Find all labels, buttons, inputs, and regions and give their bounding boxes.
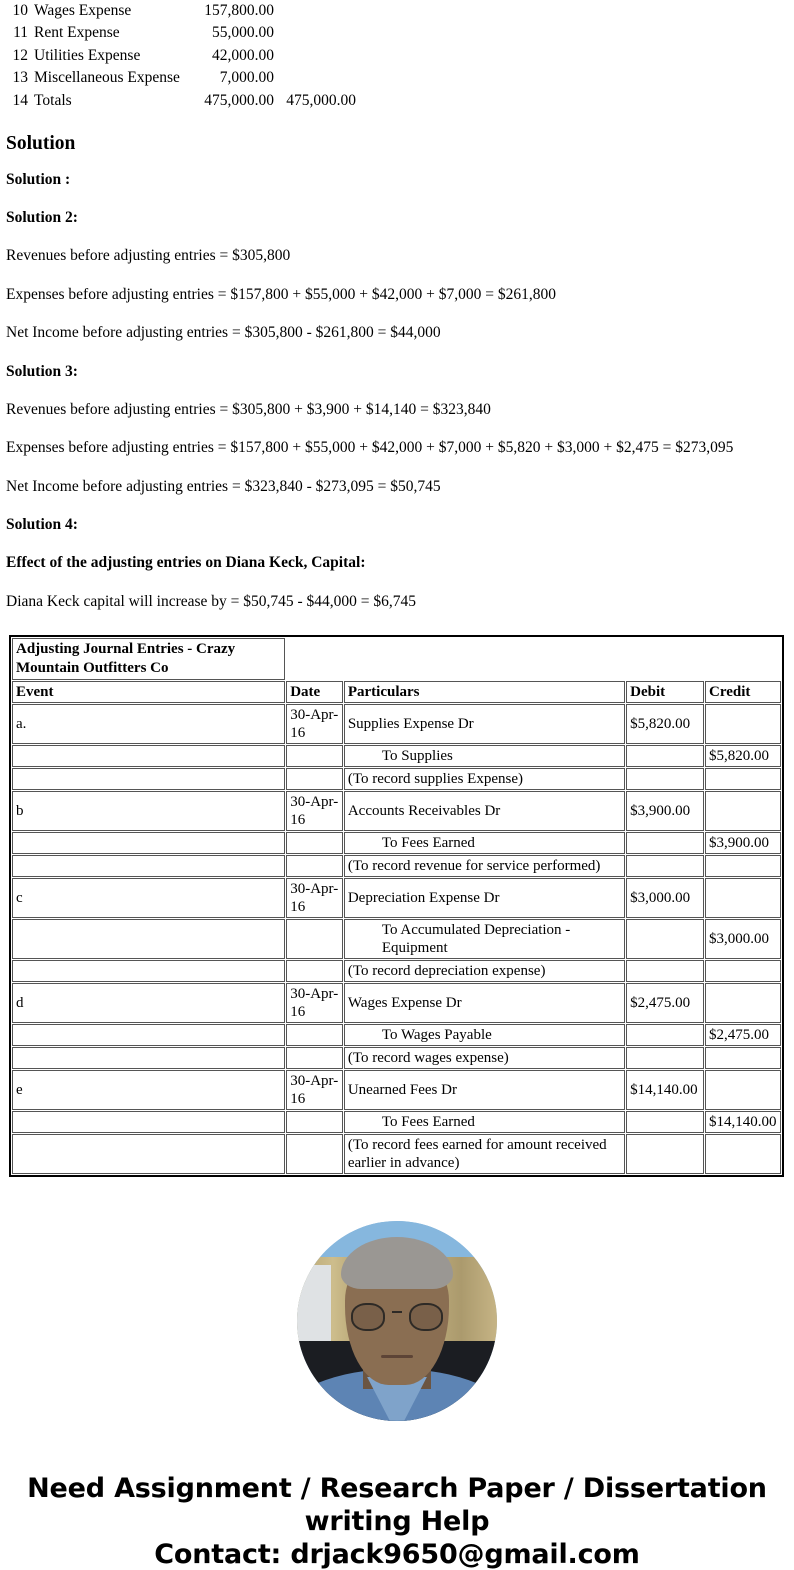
cell-debit	[626, 855, 704, 877]
table-row	[12, 1111, 781, 1133]
cell-event: a.	[12, 704, 285, 744]
table-row	[12, 960, 781, 982]
trial-balance-debit: 55,000.00	[212, 24, 274, 42]
cell-debit	[626, 1024, 704, 1046]
cell-credit: $14,140.00	[705, 1111, 781, 1133]
cell-credit: $3,000.00	[705, 919, 781, 959]
trial-balance-line-no: 12	[12, 46, 28, 64]
cell-debit	[626, 745, 704, 767]
cell-date: 30-Apr-16	[286, 983, 343, 1023]
promo-contact: Contact: drjack9650@gmail.com	[154, 1538, 640, 1570]
trial-balance-row	[0, 90, 356, 112]
cell-credit	[705, 1070, 781, 1110]
table-row	[12, 745, 781, 767]
cell-credit	[705, 1134, 781, 1174]
cell-date	[286, 1111, 343, 1133]
cell-date: 30-Apr-16	[286, 1070, 343, 1110]
journal-title-row	[12, 638, 781, 680]
cell-particulars: (To record revenue for service performed)	[344, 855, 625, 877]
cell-particulars-text: To Wages Payable	[381, 1026, 492, 1043]
cell-particulars: Unearned Fees Dr	[344, 1070, 625, 1110]
trial-balance-account: Totals	[34, 91, 72, 109]
trial-balance-credit: 475,000.00	[286, 91, 356, 109]
cell-particulars: (To record wages expense)	[344, 1047, 625, 1069]
trial-balance-account: Wages Expense	[34, 2, 132, 19]
avatar-glasses-bridge	[392, 1311, 402, 1313]
cell-particulars-text: To Supplies	[381, 747, 453, 764]
column-header-credit: Credit	[705, 681, 781, 703]
solution-3-revenues: Revenues before adjusting entries = $305,800 + $3,900 + $14,140 = $323,840	[6, 400, 491, 418]
cell-date: 30-Apr-16	[286, 791, 343, 831]
cell-date: 30-Apr-16	[286, 704, 343, 744]
solution-3-title: Solution 3:	[6, 362, 78, 380]
journal-entries-body	[12, 638, 781, 1174]
cell-event	[12, 919, 285, 959]
cell-event	[12, 832, 285, 854]
trial-balance-debit: 475,000.00	[204, 91, 274, 109]
cell-particulars: (To record supplies Expense)	[344, 768, 625, 790]
trial-balance-debit: 42,000.00	[212, 46, 274, 64]
column-header-event: Event	[12, 681, 285, 703]
cell-event	[12, 960, 285, 982]
cell-particulars	[344, 832, 625, 854]
column-header-date: Date	[286, 681, 343, 703]
page-title: Solution	[6, 133, 76, 155]
trial-balance-row	[0, 22, 356, 44]
avatar-glasses-left-lens	[351, 1303, 385, 1331]
trial-balance-credit	[274, 0, 356, 22]
cell-event	[12, 745, 285, 767]
cell-debit	[626, 1047, 704, 1069]
cell-event	[12, 768, 285, 790]
trial-balance-credit	[274, 45, 356, 67]
cell-debit	[626, 1111, 704, 1133]
promo-banner	[0, 1473, 794, 1570]
trial-balance-line-no: 10	[12, 2, 28, 19]
cell-debit: $3,000.00	[626, 878, 704, 918]
cell-credit	[705, 791, 781, 831]
cell-date	[286, 855, 343, 877]
cell-event	[12, 1047, 285, 1069]
avatar-block	[0, 1221, 794, 1421]
cell-event	[12, 1024, 285, 1046]
cell-date	[286, 1047, 343, 1069]
cell-debit: $3,900.00	[626, 791, 704, 831]
cell-particulars: Accounts Receivables Dr	[344, 791, 625, 831]
cell-particulars	[344, 919, 625, 959]
cell-date	[286, 745, 343, 767]
cell-date	[286, 1134, 343, 1174]
solution-3-expenses: Expenses before adjusting entries = $157,800 + $55,000 + $42,000 + $7,000 + $5,820 + $3,000 + $2,475 = $273,095	[6, 439, 734, 457]
cell-particulars-text: To Fees Earned	[381, 834, 475, 851]
table-row	[12, 1070, 781, 1110]
cell-event: b	[12, 791, 285, 831]
avatar-mouth	[381, 1355, 413, 1358]
cell-date	[286, 768, 343, 790]
avatar	[297, 1221, 497, 1421]
cell-event: e	[12, 1070, 285, 1110]
cell-event	[12, 1111, 285, 1133]
journal-entries-section	[9, 635, 788, 1177]
cell-credit	[705, 878, 781, 918]
trial-balance-debit: 157,800.00	[204, 2, 274, 19]
cell-date	[286, 960, 343, 982]
table-row	[12, 704, 781, 744]
cell-particulars: Depreciation Expense Dr	[344, 878, 625, 918]
solution-4-effect-text: Diana Keck capital will increase by = $50,745 - $44,000 = $6,745	[6, 592, 417, 610]
cell-date	[286, 919, 343, 959]
cell-event	[12, 855, 285, 877]
trial-balance-row	[0, 67, 356, 89]
cell-date	[286, 1024, 343, 1046]
solution-2-expenses: Expenses before adjusting entries = $157,800 + $55,000 + $42,000 + $7,000 = $261,800	[6, 285, 556, 303]
column-header-particulars: Particulars	[344, 681, 625, 703]
trial-balance-debit: 7,000.00	[219, 69, 274, 87]
cell-particulars: Wages Expense Dr	[344, 983, 625, 1023]
trial-balance-row	[0, 45, 356, 67]
cell-event	[12, 1134, 285, 1174]
cell-credit: $3,900.00	[705, 832, 781, 854]
cell-event: d	[12, 983, 285, 1023]
cell-debit: $5,820.00	[626, 704, 704, 744]
promo-line-1: Need Assignment / Research Paper / Dissertation	[27, 1472, 767, 1504]
cell-date: 30-Apr-16	[286, 878, 343, 918]
table-row	[12, 919, 781, 959]
trial-balance-line-no: 13	[12, 69, 28, 87]
trial-balance-line-no: 11	[13, 24, 28, 42]
table-row	[12, 768, 781, 790]
cell-credit: $5,820.00	[705, 745, 781, 767]
promo-line-2: writing Help	[304, 1505, 490, 1537]
avatar-background-door	[297, 1265, 331, 1349]
trial-balance-body	[0, 0, 356, 112]
journal-header-row	[12, 681, 781, 703]
trial-balance-credit	[274, 22, 356, 44]
cell-debit	[626, 832, 704, 854]
trial-balance-line-no: 14	[12, 91, 28, 109]
solution-4-effect-heading: Effect of the adjusting entries on Diana Keck, Capital:	[6, 554, 366, 572]
column-header-debit: Debit	[626, 681, 704, 703]
cell-particulars: (To record fees earned for amount received earlier in advance)	[344, 1134, 625, 1174]
table-row	[12, 1134, 781, 1174]
journal-title: Adjusting Journal Entries - Crazy Mountain Outfitters Co	[12, 638, 285, 680]
solution-2-revenues: Revenues before adjusting entries = $305,800	[6, 247, 291, 265]
cell-debit: $2,475.00	[626, 983, 704, 1023]
cell-particulars-text: To Accumulated Depreciation - Equipment	[381, 921, 571, 956]
cell-credit	[705, 1047, 781, 1069]
cell-credit	[705, 768, 781, 790]
cell-debit	[626, 768, 704, 790]
solution-label: Solution :	[6, 170, 71, 188]
journal-entries-table	[9, 635, 784, 1177]
cell-particulars	[344, 1111, 625, 1133]
trial-balance-account: Miscellaneous Expense	[34, 69, 180, 87]
cell-debit: $14,140.00	[626, 1070, 704, 1110]
trial-balance-credit	[274, 67, 356, 89]
solution-3-net-income: Net Income before adjusting entries = $323,840 - $273,095 = $50,745	[6, 477, 441, 495]
cell-particulars-text: To Fees Earned	[381, 1113, 475, 1130]
solution-section	[0, 132, 794, 611]
cell-particulars	[344, 1024, 625, 1046]
table-row	[12, 878, 781, 918]
cell-credit	[705, 983, 781, 1023]
cell-date	[286, 832, 343, 854]
table-row	[12, 855, 781, 877]
table-row	[12, 832, 781, 854]
cell-credit	[705, 704, 781, 744]
table-row	[12, 791, 781, 831]
cell-event: c	[12, 878, 285, 918]
cell-credit	[705, 855, 781, 877]
cell-debit	[626, 1134, 704, 1174]
cell-credit: $2,475.00	[705, 1024, 781, 1046]
avatar-glasses-right-lens	[409, 1303, 443, 1331]
solution-4-title: Solution 4:	[6, 516, 78, 534]
trial-balance-account: Rent Expense	[34, 24, 120, 42]
trial-balance-fragment	[0, 0, 356, 112]
cell-debit	[626, 960, 704, 982]
table-row	[12, 1047, 781, 1069]
table-row	[12, 1024, 781, 1046]
cell-particulars	[344, 745, 625, 767]
trial-balance-account: Utilities Expense	[34, 46, 141, 64]
journal-title-empty-cell	[286, 638, 781, 680]
cell-credit	[705, 960, 781, 982]
solution-2-net-income: Net Income before adjusting entries = $305,800 - $261,800 = $44,000	[6, 324, 441, 342]
cell-particulars: (To record depreciation expense)	[344, 960, 625, 982]
trial-balance-row	[0, 0, 356, 22]
solution-2-title: Solution 2:	[6, 209, 78, 227]
cell-debit	[626, 919, 704, 959]
table-row	[12, 983, 781, 1023]
cell-particulars: Supplies Expense Dr	[344, 704, 625, 744]
